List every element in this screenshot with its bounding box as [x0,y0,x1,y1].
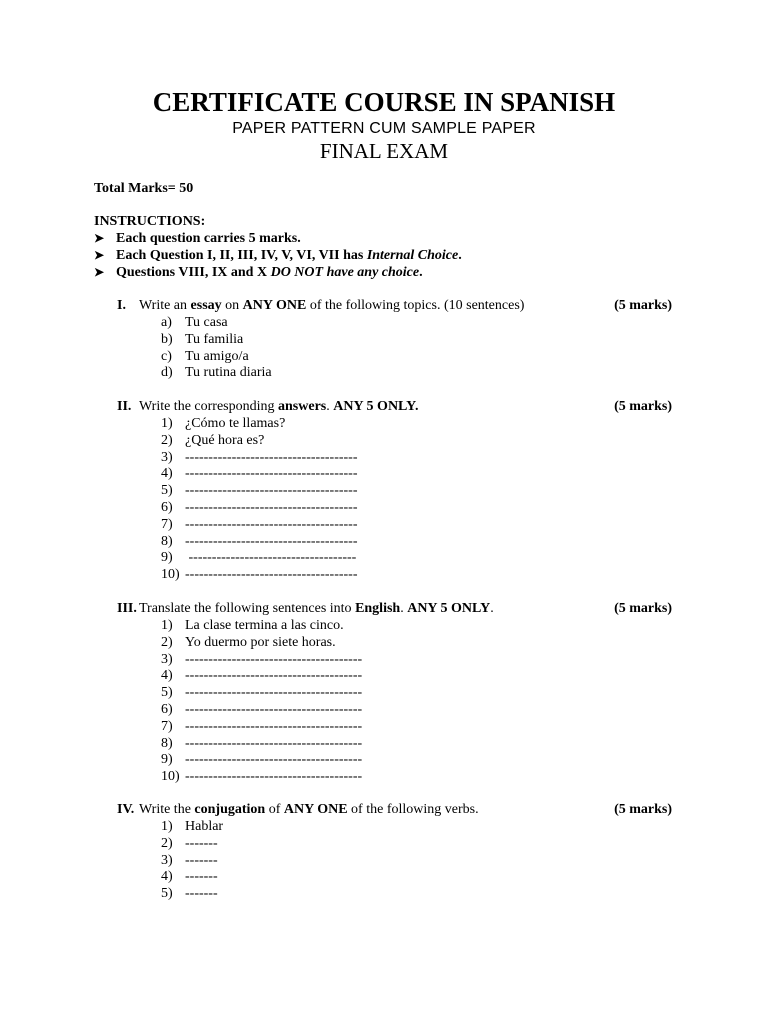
list-item [117,449,677,466]
item-text: Tu rutina diaria [185,365,272,381]
item-text: ------------------------------------- [185,516,358,532]
list-item [117,566,677,583]
question-number: IV. [117,802,135,817]
list-item [117,364,677,381]
item-text: ------------------------------------- [185,499,358,515]
arrow-bullet-icon: ➤ [94,231,105,245]
item-text: Tu familia [185,331,244,347]
list-item [117,499,677,516]
prompt-text: of the following topics. (10 sentences) [306,298,525,313]
question-prompt [139,600,494,617]
list-item [117,868,677,885]
item-label: 8) [161,533,173,549]
question-marks: (5 marks) [614,601,672,616]
prompt-text: Write the corresponding [139,399,279,414]
item-label: b) [161,331,173,347]
list-item [117,634,677,651]
list-item [117,314,677,331]
instruction-text: Each Question I, II, III, IV, V, VI, VII has [116,248,367,263]
question-number: III. [117,601,137,616]
item-text: -------------------------------------- [185,769,363,785]
document-subtitle: PAPER PATTERN CUM SAMPLE PAPER [232,120,536,137]
instruction-item [94,230,462,247]
list-item [117,751,677,768]
item-label: 6) [161,499,173,515]
item-text: ------- [185,886,218,902]
item-label: 5) [161,886,173,902]
list-item [117,482,677,499]
item-text: La clase termina a las cinco. [185,618,344,633]
prompt-emphasis: answers [278,399,327,414]
question-marks: (5 marks) [614,802,672,817]
instruction-emphasis: Internal Choice [366,248,459,263]
item-text: -------------------------------------- [185,735,363,751]
item-text: ------- [185,835,218,851]
prompt-text: . [326,399,334,414]
item-label: 3) [161,449,173,465]
question-section [117,600,677,785]
item-label: 5) [161,685,173,701]
prompt-emphasis: ANY ONE [242,298,307,313]
list-item [117,667,677,684]
item-label: 1) [161,618,173,633]
item-label: 4) [161,466,173,482]
item-label: 2) [161,835,173,851]
instruction-suffix: . [419,265,423,280]
question-header [117,398,677,415]
question-prompt [139,801,479,818]
prompt-emphasis: ANY ONE [283,802,348,817]
item-text: ------------------------------------- [185,567,358,583]
prompt-text: . [400,601,408,616]
item-label: 7) [161,718,173,734]
item-text: Yo duermo por siete horas. [185,634,336,650]
question-prompt [139,398,418,415]
question-section [117,297,677,381]
list-item [117,885,677,902]
item-text: ------------------------------------ [185,550,357,566]
question-section [117,801,677,902]
question-prompt [139,297,524,314]
instruction-item [94,247,462,264]
question-items [117,617,677,785]
list-item [117,735,677,752]
instruction-text: Questions VIII, IX and X [116,265,271,280]
item-label: c) [161,348,172,364]
item-text: -------------------------------------- [185,718,363,734]
question-header [117,297,677,314]
question-items [117,818,677,902]
item-label: 3) [161,651,173,667]
arrow-bullet-icon: ➤ [94,248,105,262]
list-item [117,768,677,785]
list-item [117,835,677,852]
list-item [117,331,677,348]
instruction-item [94,264,462,281]
instruction-text: Each question carries 5 marks. [116,231,301,246]
question-items [117,415,677,583]
item-text: Hablar [185,819,224,834]
item-text: ------------------------------------- [185,466,358,482]
document-title: CERTIFICATE COURSE IN SPANISH [152,87,616,117]
item-label: 2) [161,634,173,650]
list-item [117,701,677,718]
item-label: 2) [161,432,173,448]
prompt-text: Write an [139,298,191,313]
prompt-emphasis: ANY 5 ONLY [407,601,491,616]
item-label: d) [161,365,173,381]
item-text: -------------------------------------- [185,752,363,768]
item-text: ¿Cómo te llamas? [185,416,286,431]
question-number: I. [117,298,126,313]
item-label: 8) [161,735,173,751]
list-item [117,415,677,432]
list-item [117,818,677,835]
item-text: -------------------------------------- [185,651,363,667]
prompt-text: Translate the following sentences into [139,601,356,616]
prompt-emphasis: English [355,601,401,616]
item-text: ------- [185,869,218,885]
item-label: 7) [161,516,173,532]
question-header [117,801,677,818]
list-item [117,549,677,566]
item-label: 5) [161,483,173,499]
item-label: 9) [161,752,173,768]
instructions-heading: INSTRUCTIONS: [94,214,206,229]
prompt-text: of the following verbs. [347,802,479,817]
question-header [117,600,677,617]
item-label: 1) [161,819,173,834]
instruction-suffix: . [458,248,462,263]
item-text: Tu casa [185,315,228,330]
item-text: ------------------------------------- [185,449,358,465]
list-item [117,852,677,869]
prompt-text: on [221,298,243,313]
list-item [117,465,677,482]
item-label: 3) [161,852,173,868]
list-item [117,348,677,365]
question-items [117,314,677,381]
prompt-emphasis: essay [190,298,222,313]
list-item [117,617,677,634]
question-marks: (5 marks) [614,298,672,313]
prompt-text: of [265,802,284,817]
list-item [117,533,677,550]
item-text: ------------------------------------- [185,483,358,499]
prompt-text: . [490,601,494,616]
exam-name: FINAL EXAM [319,139,449,163]
item-text: -------------------------------------- [185,685,363,701]
item-label: 1) [161,416,173,431]
prompt-emphasis: conjugation [194,802,266,817]
list-item [117,684,677,701]
item-text: Tu amigo/a [185,348,249,364]
item-label: 9) [161,550,173,566]
item-text: -------------------------------------- [185,668,363,684]
item-label: 6) [161,701,173,717]
item-label: 4) [161,869,173,885]
item-label: 4) [161,668,173,684]
list-item [117,516,677,533]
instruction-emphasis: DO NOT have any choice [270,265,420,280]
item-text: ¿Qué hora es? [185,432,265,448]
question-number: II. [117,399,132,414]
prompt-emphasis: ANY 5 ONLY. [333,399,419,414]
arrow-bullet-icon: ➤ [94,265,105,279]
item-text: ------- [185,852,218,868]
instructions-list [94,230,462,281]
question-section [117,398,677,583]
question-marks: (5 marks) [614,399,672,414]
prompt-text: Write the [139,802,195,817]
item-label: a) [161,315,172,330]
list-item [117,718,677,735]
list-item [117,651,677,668]
list-item [117,432,677,449]
item-label: 10) [161,567,180,583]
total-marks: Total Marks= 50 [94,181,194,196]
item-text: -------------------------------------- [185,701,363,717]
item-text: ------------------------------------- [185,533,358,549]
item-label: 10) [161,769,180,785]
